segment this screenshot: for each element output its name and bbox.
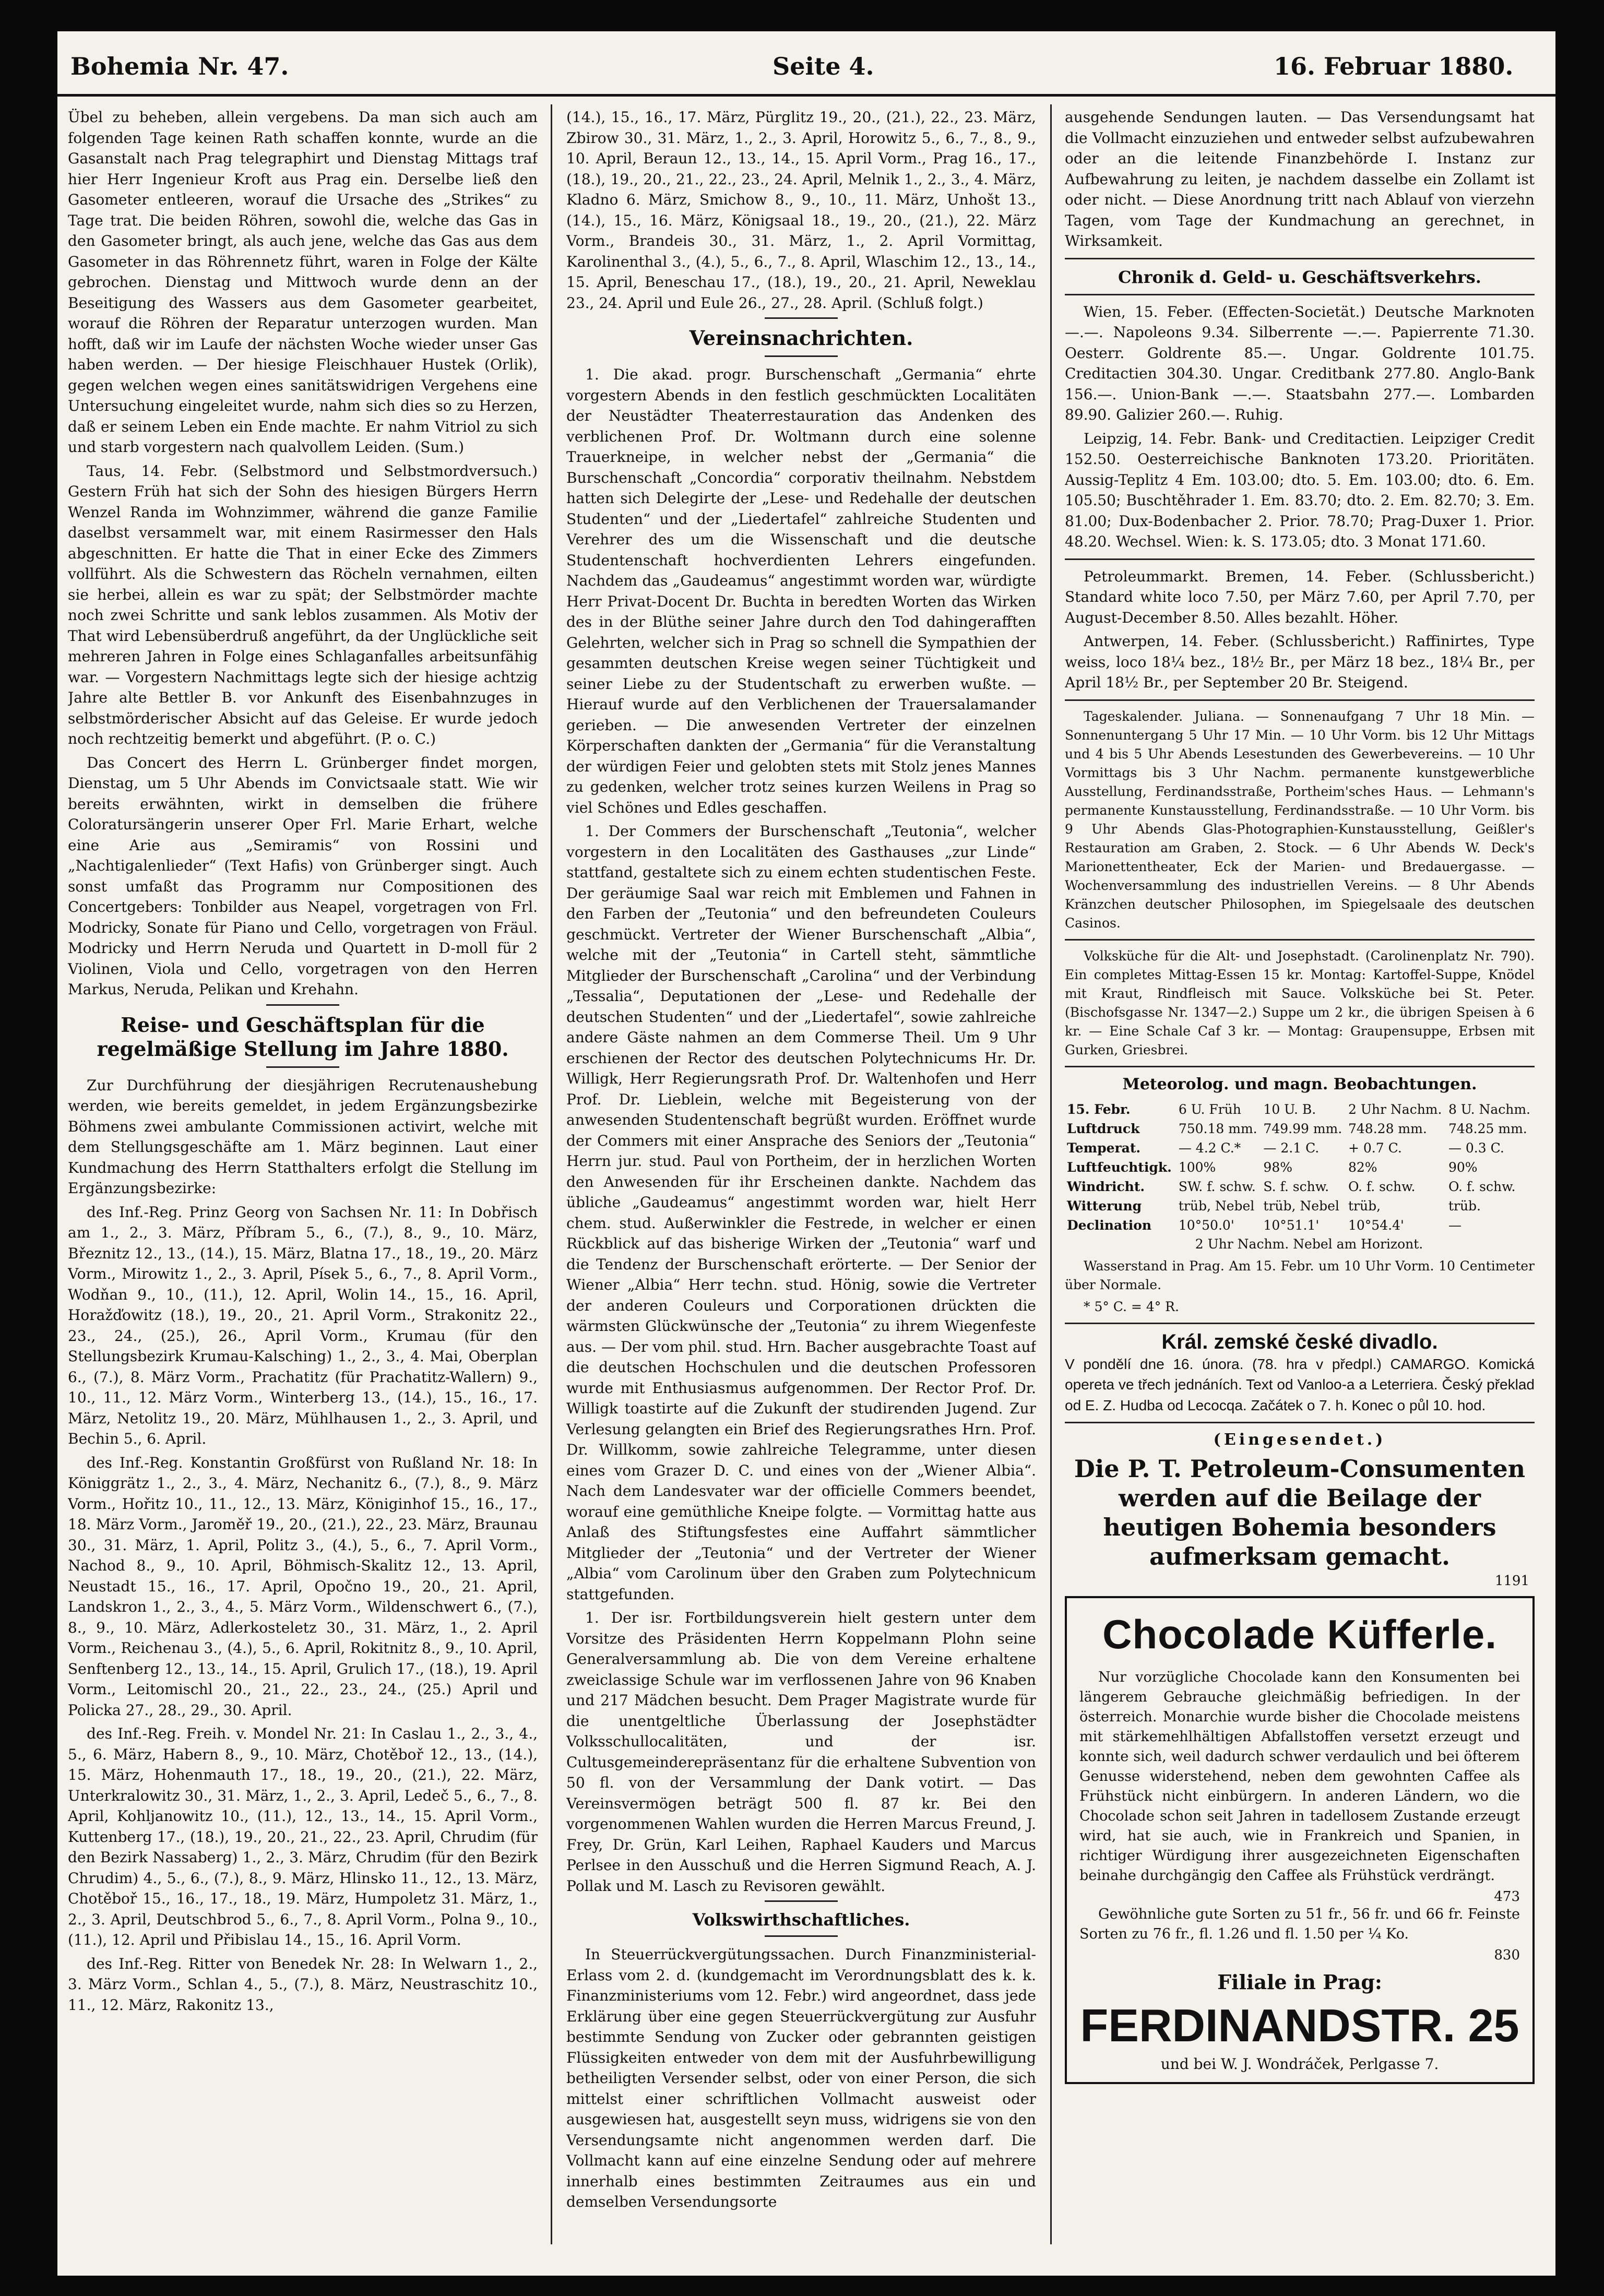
- article-gas-strike: Übel zu beheben, allein vergebens. Da man sich auch am folgenden Tage keinen Rath schaffen konnte, wurde an die Gasanstalt nach Prag telegraphirt und Dienstag Mittags traf hier Herr Ingenieur Kroft aus Prag ein. Derselbe ließ den Gasometer entleeren, worauf die Ursache des „Strikes“ zu Tage trat. Die beiden Röhren, sowohl die, welche das Gas in den Gasometer bringt, als auch jene, welche das Gas aus dem Gasometer in das Röhrennetz führt, waren in Folge der Kälte gebrochen. Dienstag und Mittwoch wurde denn an der Beseitigung des Wassers aus dem Gasometer gearbeitet, worauf die Röhren der Reparatur unterzogen wurden. Man hofft, daß wir im Laufe der nächsten Woche wieder unser Gas haben werden. — Der hiesige Fleischhauer Hustek (Orlik), gegen welchen wegen eines sanitätswidrigen Vergehens eine Untersuchung eingeleitet wurde, nahm sich dies so zu Herzen, daß er seinem Leben ein Ende machte. Er nahm Vitriol zu sich und starb vorgestern nach qualvollem Leiden. (Sum.): [68, 109, 538, 456]
- article-recruiting-reg18: des Inf.-Reg. Konstantin Großfürst von Rußland Nr. 18: In Königgrätz 1., 2., 3., 4. März, Nechanitz 6., (7.), 8., 9. März Vorm., Hořitz 10., 11., 12., 13. März, Königinhof 15., 16., 17., 18. März Vorm., Jaroměř 19., 20., (21.), 22., 23. März, Braunau 30., 31. März, 1. April, Politz 3., (4.), 5., 6., 7. April Vorm., Nachod 8., 9., 10. April, Böhmisch-Skalitz 12., 13. April, Neustadt 15., 16., 17. April, Opočno 19., 20., 21. April, Landskron 1., 2., 3., 4., 5. März Vorm., Wildenschwert 6., (7.), 8., 9., 10. März, Adlerkosteletz 30., 31. März, 1., 2. April Vorm., Reichenau 3., (4.), 5., 6. April, Rokitnitz 8., 9., 10. April, Senftenberg 12., 13., 14., 15. April, Grulich 17., (18.), 19. April Vorm., Leitomischl 20., 21., 22., 23., 24., (25.) April und Policka 27., 28., 29., 30. April.: [68, 1454, 538, 1719]
- weather-cell: 10°51.1': [1263, 1217, 1320, 1233]
- weather-cell: O. f. schw.: [1448, 1179, 1516, 1194]
- column-2: [566, 107, 1036, 2244]
- volkskueche: Volksküche für die Alt- und Josephstadt. (Carolinenplatz Nr. 790). Ein completes Mittag-Essen 15 kr. Montag: Kartoffel-Suppe, Knödel mit Kraut, Rindfleisch mit Sauce. Volksküche bei St. Peter. (Bischofsgasse Nr. 1347—2.) Suppe um 2 kr., die übrigen Speisen à 6 kr. — Eine Schale Caf 3 kr. — Montag: Graupensuppe, Erbsen mit Gurken, Griesbrei.: [1065, 948, 1535, 1057]
- weather-cell: 748.25 mm.: [1448, 1121, 1527, 1136]
- article-concert: Das Concert des Herrn L. Grünberger findet morgen, Dienstag, um 5 Uhr Abends im Convictsaale statt. Wie wir bereits erwähnten, wirkt in demselben die frühere Coloratursängerin unserer Oper Frl. Marie Erhart, welche eine Arie aus „Semiramis“ von Rossini und „Nachtigalenlieder“ (Text Hafis) von Grünberger singt. Auch sonst umfaßt das Programm nur Compositionen des Concertgebers: Tonbilder aus Neapel, vorgetragen von Frl. Modricky, Sonate für Piano und Cello, vorgetragen von Fräul. Modricky und Herrn Neruda und Quartett in D-moll für 2 Violinen, Viola und Cello, vorgetragen von den Herren Markus, Neruda, Pelikan und Krehahn.: [68, 754, 538, 998]
- section-rule: [266, 1004, 339, 1006]
- weather-cell: 90%: [1448, 1159, 1478, 1175]
- chocolade-ad-box: [1065, 1596, 1535, 2084]
- section-rule: [1065, 294, 1535, 295]
- meteo-footnote: * 5° C. = 4° R.: [1084, 1299, 1179, 1314]
- market-leipzig: Leipzig, 14. Febr. Bank- und Creditactien. Leipziger Credit 152.50. Oesterreichische Banknoten 173.20. Prioritäten. Aussig-Teplitz 4 Em. 103.00; dto. 5. Em. 103.00; dto. 6. Em. 105.50; Buschtěhrader 1. Em. 83.70; dto. 2. Em. 82.70; 3. Em. 81.00; Dux-Bodenbacher 2. Prior. 78.70; Prag-Duxer 1. Prior. 48.20. Wechsel. Wien: k. S. 173.05; dto. 3 Monat 171.60.: [1065, 430, 1535, 550]
- section-rule: [1065, 939, 1535, 941]
- page-header: [57, 31, 1555, 81]
- weather-cell: + 0.7 C.: [1348, 1140, 1402, 1156]
- article-versendung-continued: ausgehende Sendungen lauten. — Das Versendungsamt hat die Vollmacht einzuziehen und entweder selbst aufzubewahren oder an die leitende Finanzbehörde I. Instanz zur Aufbewahrung zu leiten, je nachdem dasselbe ein Zollamt ist oder nicht. — Diese Anordnung tritt nach Ablauf von vierzehn Tagen, vom Tage der Kundmachung an gerechnet, in Wirksamkeit.: [1065, 109, 1535, 249]
- header-rule: [57, 94, 1555, 97]
- weather-cell: S. f. schw.: [1263, 1179, 1329, 1194]
- weather-cell: 10 U. B.: [1263, 1101, 1316, 1117]
- weather-row-label: Temperat.: [1067, 1140, 1141, 1156]
- article-steuerrueckverguetung: In Steuerrückvergütungssachen. Durch Finanzministerial-Erlass vom 2. d. (kundgemacht im Verordnungsblatt des k. k. Finanzministeriums vom 12. Febr.) wird angeordnet, dass jede Erklärung über eine gegen Steuerrückvergütung zur Ausfuhr bestimmte Sendung von Zucker oder gebrannten geistigen Flüssigkeiten entweder von dem mit der Ausfuhrbewilligung betheiligten Versender selbst, oder von einer Person, die sich mittelst einer schriftlichen Vollmacht ausweist oder ausgewiesen hat, ausgestellt seyn muss, widrigens sie von den Versendungsamte nicht angenommen werden darf. Die Vollmacht kann auf eine einzelne Sendung oder auf mehrere innerhalb eines bestimmten Zeitraumes aus ein und demselben Versendungsorte: [566, 1946, 1036, 2210]
- section-rule: [266, 1066, 339, 1068]
- weather-row: [1065, 1158, 1535, 1177]
- weather-row-label: Luftfeuchtigk.: [1067, 1159, 1172, 1175]
- article-germania: 1. Die akad. progr. Burschenschaft „Germania“ ehrte vorgestern Abends in den festlich geschmückten Localitäten der Neustädter Theaterrestauration das Andenken des verblichenen Prof. Dr. Woltmann durch eine solenne Trauerkneipe, in welcher nebst der „Germania“ die Burschenschaft „Concordia“ corporativ theilnahm. Nebstdem hatten sich Delegirte der „Lese- und Redehalle der deutschen Studenten“ und der „Liedertafel“ zahlreiche Studenten und Verehrer des um die Wissenschaft und die deutsche Studentenschaft hochverdienten Lehrers eingefunden. Nachdem das „Gaudeamus“ angestimmt worden war, würdigte Herr Privat-Docent Dr. Buchta in beredten Worten das Wirken des in der Blüthe seiner Jahre durch den Tod dahingerafften Gelehrten, welcher sich in Prag so schnell die Sympathien der gesammten deutschen Kreise wegen seiner Tüchtigkeit und seiner Liebe zu der Studentschaft zu erwerben wußte. — Hierauf wurde auf den Verblichenen der Trauersalamander gerieben. — Die anwesenden Vertreter der einzelnen Körperschaften dankten der „Germania“ für die Veranstaltung der würdigen Feier und gelobten stets mit Stolz jenes Mannes zu gedenken, welcher trotz seines kurzen Weilens in Prag so viel Schönes und Edles geschaffen.: [566, 366, 1036, 816]
- theater-program: V pondělí dne 16. února. (78. hra v předpl.) CAMARGO. Komická opereta ve třech jednáních. Text od Vanloo-a a Leterriera. Český překlad od E. Z. Hudba od Lecocqa. Začátek o 7. h. Konec o půl 10. hod.: [1065, 1355, 1535, 1413]
- article-recruiting-intro: Zur Durchführung der diesjährigen Recrutenaushebung werden, wie bereits gemeldet, in jedem Ergänzungsbezirke Böhmens zwei ambulante Commissionen activirt, welche mit dem Stellungsgeschäfte am 1. März beginnen. Laut einer Kundmachung des Herrn Statthalters erfolgt die Stellung im Ergänzungsbezirke:: [68, 1076, 538, 1197]
- section-rule: [1065, 699, 1535, 701]
- article-recruiting-reg28: des Inf.-Reg. Ritter von Benedek Nr. 28: In Welwarn 1., 2., 3. März Vorm., Schlan 4., 5., (7.), 8. März, Neustraschitz 10., 11., 12. März, Rakonitz 13.,: [68, 1955, 538, 2014]
- heading-vereinsnachrichten: Vereinsnachrichten.: [689, 326, 913, 350]
- weather-row: [1065, 1177, 1535, 1196]
- weather-cell: 750.18 mm.: [1178, 1121, 1257, 1136]
- weather-cell: 10°50.0': [1178, 1217, 1234, 1233]
- market-petroleum-bremen: Petroleummarkt. Bremen, 14. Feber. (Schlussbericht.) Standard white loco 7.50, per März 7.60, per April 7.70, per August-December 8.50. Alles bezahlt. Höher.: [1065, 567, 1535, 626]
- column-3: [1065, 107, 1535, 2244]
- weather-cell: 748.28 mm.: [1348, 1121, 1427, 1136]
- weather-row-label: Luftdruck: [1067, 1121, 1140, 1136]
- weather-row: [1065, 1196, 1535, 1216]
- tageskalender: Tageskalender. Juliana. — Sonnenaufgang 7 Uhr 18 Min. — Sonnenuntergang 5 Uhr 17 Min. — 10 Uhr Vorm. bis 12 Uhr Mittags und 4 bis 5 Uhr Abends Lesestunden des Gewerbevereins. — 10 Uhr Vormittags bis 3 Uhr Nachm. permanente kunstgewerbliche Ausstellung, Ferdinandsstraße, Portheim'sches Haus. — Lehmann's permanente Kunstausstellung, Ferdinandsstraße. — 10 Uhr Vorm. bis 9 Uhr Abends Glas-Photographien-Kunstausstellung, Geißler's Restauration am Graben, 2. Stock. — 6 Uhr Abends W. Deck's Marionettentheater, Eck der Marien- und Bredauergasse. — Wochenversammlung des industriellen Vereins. — 8 Uhr Abends Kränzchen deutscher Philosophen, im Spiegelsaale des deutschen Casinos.: [1065, 708, 1535, 931]
- market-wien: Wien, 15. Feber. (Effecten-Societät.) Deutsche Marknoten —.—. Napoleons 9.34. Silberrente —.—. Papierrente 71.30. Oesterr. Goldrente 85.—. Ungar. Goldrente 101.75. Creditactien 304.30. Ungar. Creditbank 277.80. Anglo-Bank 156.—. Union-Bank —.—. Staatsbahn 277.—. Lombarden 89.90. Galizier 260.—. Ruhig.: [1065, 303, 1535, 423]
- section-rule: [1065, 1323, 1535, 1324]
- chocolade-ad-title: Chocolade Küfferle.: [1102, 1611, 1497, 1657]
- wasserstand: Wasserstand in Prag. Am 15. Febr. um 10 Uhr Vorm. 10 Centimeter über Normale.: [1065, 1258, 1535, 1292]
- chocolade-ad-street: FERDINANDSTR. 25: [1080, 2000, 1519, 2051]
- weather-table: [1065, 1100, 1535, 1235]
- heading-meteo: Meteorolog. und magn. Beobachtungen.: [1122, 1075, 1477, 1093]
- chocolade-ad-filiale: Filiale in Prag:: [1217, 1970, 1382, 1994]
- weather-cell: 6 U. Früh: [1178, 1101, 1241, 1117]
- article-teutonia: 1. Der Commers der Burschenschaft „Teutonia“, welcher vorgestern in den Localitäten des Gasthauses „zur Linde“ stattfand, gestaltete sich zu einem echten studentischen Feste. Der geräumige Saal war reich mit Emblemen und Fahnen in den Farben der „Teutonia“ und den befreundeten Couleurs geschmückt. Vertreter der Wiener Burschenschaft „Albia“, welche mit der „Teutonia“ in Cartell steht, sämmtliche Mitglieder der Burschenschaft „Carolina“ und der Verbindung „Tessalia“, Deputationen der „Lese- und Redehalle der deutschen Studenten“ und der „Liedertafel“, sowie zahlreiche andere Gäste nahmen an dem Commerse Theil. Um 9 Uhr erschienen der Rector des deutschen Polytechnicums Hr. Dr. Willigk, Herr Regierungsrath Prof. Dr. Waltenhofen und Herr Prof. Dr. Lieblein, welche mit Begeisterung von der anwesenden Studentenschaft begrüßt wurden. Eröffnet wurde der Commers mit einer Ansprache des Seniors der „Teutonia“ Herrn jur. stud. Paul von Portheim, der in herzlichen Worten den Anwesenden für ihr Erscheinen dankte. Nachdem das übliche „Gaudeamus“ angestimmt worden war, hielt Herr chem. stud. Außerwinkler die Festrede, in welcher er einen Rückblick auf das bisherige Wirken der „Teutonia“ warf und die Tendenz der Burschenschaft erörterte. — Der Senior der Wiener „Albia“ Herr techn. stud. Hönig, sowie die Vertreter der anderen Couleurs und Corporationen drückten die wärmsten Glückwünsche der „Teutonia“ zu ihrem Wiegenfeste aus. — Der vom phil. stud. Hrn. Bacher ausgebrachte Toast auf die deutschen Hochschulen und die deutschen Professoren wurde mit Enthusiasmus aufgenommen. Der Rector Prof. Dr. Willigk toastirte auf die Zukunft der studirenden Jugend. Zur Verlesung gelangten ein Brief des Regierungsrathes Hrn. Prof. Dr. Willkomm, sowie zahlreiche Telegramme, unter diesen eines vom Grazer D. C. und eines von der „Wiener Albia“. Nach dem Landesvater war der officielle Commers beendet, worauf eine gemüthliche Kneipe folgte. — Vormittag hatte aus Anlaß des Stiftungsfestes eine Auffahrt sämmtlicher Mitglieder der „Teutonia“ und der Vertreter der Wiener „Albia“ vom Carolinum über den Graben zum Polytechnicum stattgefunden.: [566, 823, 1036, 1603]
- weather-cell: SW. f. schw.: [1178, 1179, 1256, 1194]
- article-recruiting-continued: (14.), 15., 16., 17. März, Pürglitz 19., 20., (21.), 22., 23. März, Zbirow 30., 31. März, 1., 2., 3. April, Horowitz 5., 6., 7., 8., 9., 10. April, Beraun 12., 13., 14., 15. April Vorm., Prag 16., 17., (18.), 19., 20., 21., 22., 23., 24. April, Melnik 1., 2., 3., 4. März, Kladno 6. März, Smichow 8., 9., 10., 11. März, Unhošt 13., (14.), 15., 16. März, Königsaal 18., 19., 20., (21.), 22. März Vorm., Brandeis 30., 31. März, 1., 2. April Vormittag, Karolinenthal 3., (4.), 5., 6., 7., 8. April, Wlaschim 12., 13., 14., 15. April, Beneschau 17., (18.), 19., 20., 21. April, Neweklau 23., 24. April und Eule 26., 27., 28. April. (Schluß folgt.): [566, 109, 1036, 312]
- weather-cell: 8 U. Nachm.: [1448, 1101, 1531, 1117]
- section-rule: [1065, 1422, 1535, 1423]
- weather-cell: trüb, Nebel: [1263, 1198, 1339, 1214]
- petroleum-ad: Die P. T. Petroleum-Consumenten werden auf die Beilage der heutigen Bohemia besonders aufmerksam gemacht.: [1074, 1455, 1526, 1571]
- weather-cell: — 2.1 C.: [1263, 1140, 1320, 1156]
- weather-cell: trüb.: [1448, 1198, 1481, 1214]
- chocolade-ad-number-2: 830: [1494, 1947, 1520, 1963]
- weather-cell: — 4.2 C.*: [1178, 1140, 1241, 1156]
- section-rule: [1065, 1066, 1535, 1067]
- eingesendet-label: (Eingesendet.): [1213, 1431, 1386, 1449]
- weather-row: [1065, 1100, 1535, 1119]
- chocolade-ad-number-1: 473: [1494, 1889, 1520, 1905]
- article-recruiting-reg21: des Inf.-Reg. Freih. v. Mondel Nr. 21: In Caslau 1., 2., 3., 4., 5., 6. März, Habern 8., 9., 10. März, Chotěboř 12., 13., (14.), 15. März, Hohenmauth 17., 18., 19., 20., (21.), 22. März, Unterkralowitz 30., 31. März, 1., 2., 3. April, Ledeč 5., 6., 7., 8. April, Kohljanowitz 10., (11.), 12., 13., 14., 15. April Vorm., Kuttenberg 17., (18.), 19., 20., 21., 22., 23. April, Chrudim (für den Bezirk Nassaberg) 1., 2., 3. März, Chrudim (für den Bezirk Chrudim) 4., 5., 6., (7.), 8., 9. März, Hlinsko 11., 12., 13. März, Chotěboř 15., 16., 17., 18., 19. März, Humpoletz 31. März, 1., 2., 3. April, Deutschbrod 5., 6., 7., 8. April Vorm., Polna 9., 10., (11.), 12. April und Přibislau 14., 15., 16. April Vorm.: [68, 1725, 538, 1948]
- article-taus-suicide: Taus, 14. Febr. (Selbstmord und Selbstmordversuch.) Gestern Früh hat sich der Sohn des hiesigen Bürgers Herrn Wenzel Randa im Wohnzimmer, während die ganze Familie daselbst versammelt war, mit einem Rasirmesser den Hals abgeschnitten. Er hatte die That in einer Ecke des Zimmers vollführt. Als die Schwestern das Röcheln vernahmen, eilten sie herbei, allein es war zu spät; der Selbstmörder machte noch zwei Schritte und sank leblos zusammen. Als Motiv der That wird Lebensüberdruß angeführt, da der Unglückliche seit mehreren Jahren in Folge eines Schlaganfalles arbeitsunfähig war. — Vorgestern Nachmittags legte sich der hiesige achtzig Jahre alte Bettler B. vor Ankunft des Eisenbahnzuges in selbstmörderischer Absicht auf das Geleise. Er wurde jedoch noch rechtzeitig bemerkt und abgeführt. (P. o. C.): [68, 462, 538, 747]
- section-rule: [765, 355, 838, 357]
- header-left: Bohemia Nr. 47.: [70, 52, 289, 80]
- column-divider-1: [551, 104, 552, 2244]
- article-recruiting-reg11: des Inf.-Reg. Prinz Georg von Sachsen Nr. 11: In Dobřisch am 1., 2., 3. März, Příbram 5., 6., (7.), 8., 9., 10. März, Březnitz 12., 13., (14.), 15. März, Blatna 17., 18., 19., 20. März Vorm., Mirowitz 1., 2., 3. April, Písek 5., 6., 7., 8. April Vorm., Wodňan 9., 10., (11.), 12. April, Wolin 14., 15., 16. April, Horažďowitz (18.), 19., 20., 21. April Vorm., Strakonitz 22., 23., 24., (25.), 26., April Vorm., Krumau (für den Stellungsbezirk Krumau-Kalsching) 1., 2., 3., 4. Mai, Oberplan 6., (7.), 8. März Vorm., Prachatitz (für Prachatitz-Wallern) 9., 10., 11., 12. März Vorm., Winterberg 13., (14.), 15., 16., 17. März, Netolitz 19., 20. März, Mühlhausen 1., 2., 3. April, und Bechin 5., 6. April.: [68, 1203, 538, 1447]
- header-right: 16. Februar 1880.: [1274, 52, 1514, 80]
- column-1: [68, 107, 538, 2244]
- weather-cell: trüb, Nebel: [1178, 1198, 1255, 1214]
- newspaper-page: [57, 31, 1555, 2276]
- weather-row-label: Witterung: [1067, 1198, 1142, 1214]
- weather-cell: O. f. schw.: [1348, 1179, 1416, 1194]
- weather-row-label: Windricht.: [1067, 1179, 1145, 1194]
- header-center: Seite 4.: [773, 52, 874, 80]
- weather-row-label: 15. Febr.: [1067, 1101, 1131, 1117]
- article-fortbildungsverein: 1. Der isr. Fortbildungsverein hielt gestern unter dem Vorsitze des Präsidenten Herrn Koppelmann Plohn seine Generalversammlung ab. Die von dem Vereine erhaltene zweiclassige Schule war im verflossenen Jahre von 96 Knaben und 217 Mädchen besucht. Dem Prager Magistrate wurde für die unentgeltliche Überlassung der Josephstädter Volksschullocalitäten, und der isr. Cultusgemeinderepräsentanz für die erhaltene Subvention von 50 fl. von der Versammlung der Dank votirt. — Das Vereinsvermögen beträgt 500 fl. 87 kr. Bei den vorgenommenen Wahlen wurden die Herren Marcus Freund, J. Frey, Dr. Grün, Karl Leihen, Raphael Kauders und Marcus Perlsee in den Ausschuß und die Herren Sigmund Reach, A. J. Pollak und M. Lasch zu Revisoren gewählt.: [566, 1609, 1036, 1895]
- section-rule: [765, 1900, 838, 1902]
- petroleum-ad-number: 1191: [1494, 1573, 1529, 1589]
- section-rule: [1065, 558, 1535, 560]
- chocolade-ad-prices: Gewöhnliche gute Sorten zu 51 fr., 56 fr. und 66 fr. Feinste Sorten zu 76 fr., fl. 1.26 und fl. 1.50 per ¼ Ko.: [1079, 1906, 1520, 1942]
- theater-heading: Král. zemské české divadlo.: [1161, 1330, 1438, 1353]
- section-rule: [765, 317, 838, 319]
- weather-cell: 749.99 mm.: [1263, 1121, 1342, 1136]
- column-divider-2: [1050, 104, 1052, 2244]
- meteo-note: 2 Uhr Nachm. Nebel am Horizont.: [1195, 1236, 1423, 1252]
- weather-row: [1065, 1216, 1535, 1235]
- weather-cell: 10°54.4': [1348, 1217, 1404, 1233]
- section-rule: [1065, 258, 1535, 259]
- weather-cell: 100%: [1178, 1159, 1216, 1175]
- weather-row-label: Declination: [1067, 1217, 1152, 1233]
- weather-cell: 2 Uhr Nachm.: [1348, 1101, 1442, 1117]
- section-rule: [765, 1935, 838, 1937]
- weather-cell: 98%: [1263, 1159, 1292, 1175]
- weather-cell: 82%: [1348, 1159, 1377, 1175]
- weather-row: [1065, 1119, 1535, 1138]
- market-antwerpen: Antwerpen, 14. Feber. (Schlussbericht.) Raffinirtes, Type weiss, loco 18¼ bez., 18½ Br., per März 18 bez., 18¼ Br., per April 18½ Br., per September 20 Br. Steigend.: [1065, 633, 1535, 691]
- weather-cell: — 0.3 C.: [1448, 1140, 1504, 1156]
- chocolade-ad-sub: und bei W. J. Wondráček, Perlgasse 7.: [1160, 2055, 1439, 2073]
- heading-volkswirthschaft: Volkswirthschaftliches.: [692, 1910, 910, 1930]
- heading-reiseplan: Reise- und Geschäftsplan für die regelmäßige Stellung im Jahre 1880.: [97, 1013, 509, 1061]
- heading-chronik: Chronik d. Geld- u. Geschäftsverkehrs.: [1118, 267, 1481, 287]
- weather-cell: —: [1448, 1217, 1462, 1233]
- weather-row: [1065, 1138, 1535, 1158]
- weather-cell: trüb,: [1348, 1198, 1381, 1214]
- chocolade-ad-text: Nur vorzügliche Chocolade kann den Konsumenten bei längerem Gebrauche gleichmäßig befriedigen. In der österreich. Monarchie wurde bisher die Chocolade meistens mit stärkemehlhältigen Abfallstoffen versetzt erzeugt und konnte sich, weil dadurch schwer verdaulich und bei öfterem Genusse widerstehend, neben dem gewohnten Caffee als Frühstück nicht einbürgern. In anderen Ländern, wo die Chocolade schon seit Jahren in tadellosem Zustande erzeugt wird, hat sie auch, wie in Frankreich und Spanien, in richtiger Würdigung ihrer ausgezeichneten Eigenschaften beinahe durchgängig den Caffee als Frühstück verdrängt.: [1079, 1669, 1520, 1884]
